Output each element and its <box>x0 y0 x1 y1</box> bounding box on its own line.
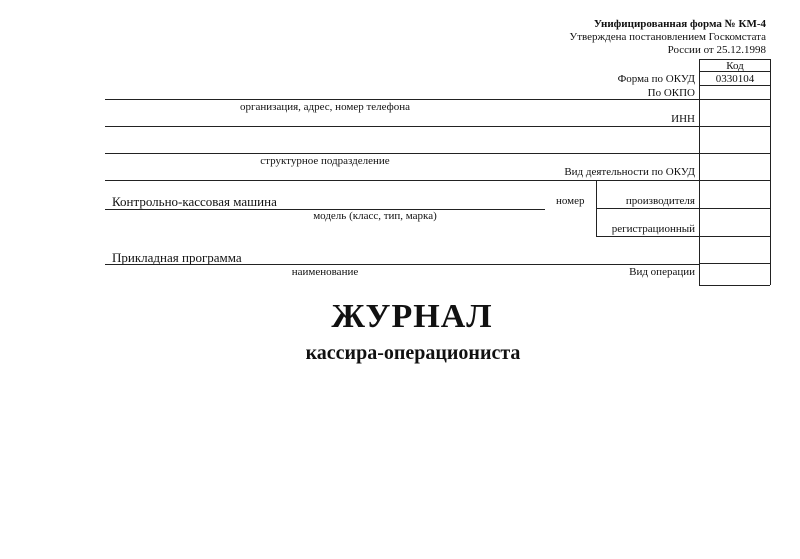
kkm-caption: модель (класс, тип, марка) <box>313 210 437 222</box>
registration-label: регистрационный <box>611 223 695 235</box>
manufacturer-label: производителя <box>625 195 695 207</box>
journal-subtitle: кассира-операциониста <box>305 342 521 364</box>
kkm-label: Контрольно-кассовая машина <box>112 194 277 209</box>
form-title: Унифицированная форма № КМ-4 <box>593 18 766 30</box>
org-line <box>105 99 699 100</box>
okud-value: 0330104 <box>715 73 755 85</box>
inn-label: ИНН <box>671 113 695 125</box>
journal-title: ЖУРНАЛ <box>331 298 493 335</box>
program-caption: наименование <box>291 266 359 278</box>
program-line <box>105 264 699 265</box>
division-caption: структурное подразделение <box>260 155 390 167</box>
number-label: номер <box>556 195 585 207</box>
program-label: Прикладная программа <box>112 250 242 265</box>
manufacturer-line <box>596 208 699 209</box>
okud-label: Форма по ОКУД <box>617 73 695 85</box>
org-caption: организация, адрес, номер телефона <box>239 101 411 113</box>
operation-label: Вид операции <box>629 266 695 278</box>
code-header: Код <box>726 60 744 72</box>
okpo-label: По ОКПО <box>647 87 695 99</box>
activity-label: Вид деятельности по ОКУД <box>564 166 695 178</box>
division-line <box>105 153 699 154</box>
registration-line <box>596 236 699 237</box>
org-line-2 <box>105 126 699 127</box>
approved-line-1: Утверждена постановлением Госкомстата <box>569 31 766 43</box>
approved-line-2: России от 25.12.1998 <box>667 44 766 56</box>
activity-line <box>105 180 699 181</box>
